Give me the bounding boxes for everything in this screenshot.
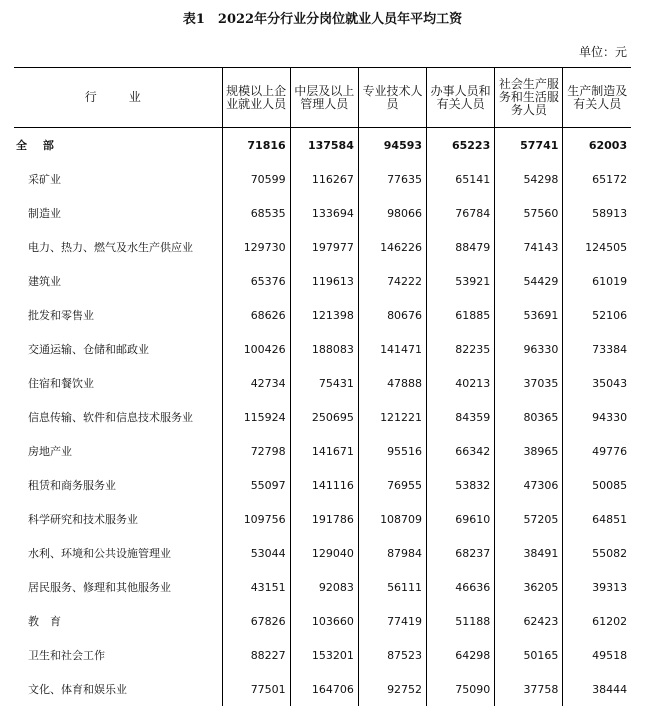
wage-value-cell: 100426 bbox=[222, 332, 290, 366]
wage-value-cell: 124505 bbox=[563, 230, 631, 264]
table-row bbox=[14, 536, 631, 570]
wage-value-cell: 43151 bbox=[222, 570, 290, 604]
industry-name-cell: 制造业 bbox=[28, 207, 61, 220]
wage-value-cell: 49518 bbox=[563, 638, 631, 672]
table-row bbox=[14, 366, 631, 400]
wage-value-cell: 68535 bbox=[222, 196, 290, 230]
industry-name-cell: 批发和零售业 bbox=[28, 309, 94, 322]
wage-value-cell: 55097 bbox=[222, 468, 290, 502]
industry-name-cell: 文化、体育和娱乐业 bbox=[28, 683, 127, 696]
wage-value-cell: 188083 bbox=[290, 332, 358, 366]
wage-value-cell: 98066 bbox=[358, 196, 426, 230]
wage-value-cell: 53921 bbox=[427, 264, 495, 298]
wage-value-cell: 75090 bbox=[427, 672, 495, 706]
wage-value-cell: 37035 bbox=[495, 366, 563, 400]
wage-value-cell: 137584 bbox=[290, 128, 358, 163]
wage-value-cell: 74143 bbox=[495, 230, 563, 264]
table-header-row bbox=[14, 68, 631, 128]
wage-value-cell: 47888 bbox=[358, 366, 426, 400]
wage-value-cell: 69610 bbox=[427, 502, 495, 536]
industry-name-cell: 水利、环境和公共设施管理业 bbox=[28, 547, 171, 560]
industry-name-cell: 住宿和餐饮业 bbox=[28, 377, 94, 390]
wage-value-cell: 65141 bbox=[427, 162, 495, 196]
table-row bbox=[14, 298, 631, 332]
wage-value-cell: 58913 bbox=[563, 196, 631, 230]
industry-name-cell: 科学研究和技术服务业 bbox=[28, 513, 138, 526]
table-row bbox=[14, 570, 631, 604]
table-row bbox=[14, 502, 631, 536]
table-row bbox=[14, 264, 631, 298]
column-header-managers: 中层及以上管理人员 bbox=[290, 68, 358, 128]
unit-label: 单位：元 bbox=[578, 45, 627, 59]
wage-value-cell: 50085 bbox=[563, 468, 631, 502]
wage-value-cell: 56111 bbox=[358, 570, 426, 604]
wage-value-cell: 74222 bbox=[358, 264, 426, 298]
wage-value-cell: 35043 bbox=[563, 366, 631, 400]
wage-value-cell: 54429 bbox=[495, 264, 563, 298]
wage-value-cell: 76784 bbox=[427, 196, 495, 230]
wage-value-cell: 115924 bbox=[222, 400, 290, 434]
industry-name-cell: 信息传输、软件和信息技术服务业 bbox=[28, 411, 193, 424]
wage-value-cell: 82235 bbox=[427, 332, 495, 366]
wage-value-cell: 57741 bbox=[495, 128, 563, 163]
industry-name-cell: 电力、热力、燃气及水生产供应业 bbox=[28, 241, 193, 254]
table-row bbox=[14, 332, 631, 366]
wage-value-cell: 191786 bbox=[290, 502, 358, 536]
wage-value-cell: 61019 bbox=[563, 264, 631, 298]
wage-value-cell: 39313 bbox=[563, 570, 631, 604]
wage-value-cell: 52106 bbox=[563, 298, 631, 332]
wage-value-cell: 94593 bbox=[358, 128, 426, 163]
wage-value-cell: 53691 bbox=[495, 298, 563, 332]
wage-value-cell: 61202 bbox=[563, 604, 631, 638]
wage-value-cell: 141471 bbox=[358, 332, 426, 366]
wage-value-cell: 87984 bbox=[358, 536, 426, 570]
wage-value-cell: 65223 bbox=[427, 128, 495, 163]
wage-value-cell: 80365 bbox=[495, 400, 563, 434]
wage-value-cell: 87523 bbox=[358, 638, 426, 672]
wage-value-cell: 250695 bbox=[290, 400, 358, 434]
industry-name-cell: 全 部 bbox=[16, 139, 60, 152]
column-header-clerks: 办事人员和有关人员 bbox=[427, 68, 495, 128]
wage-value-cell: 64298 bbox=[427, 638, 495, 672]
wage-value-cell: 57205 bbox=[495, 502, 563, 536]
table-row bbox=[14, 434, 631, 468]
table-row bbox=[14, 672, 631, 706]
column-header-industry: 行 业 bbox=[14, 68, 222, 128]
wage-value-cell: 72798 bbox=[222, 434, 290, 468]
wage-value-cell: 133694 bbox=[290, 196, 358, 230]
wage-value-cell: 129730 bbox=[222, 230, 290, 264]
wage-value-cell: 42734 bbox=[222, 366, 290, 400]
wage-value-cell: 88227 bbox=[222, 638, 290, 672]
wage-table bbox=[14, 67, 631, 706]
wage-value-cell: 65172 bbox=[563, 162, 631, 196]
table-row bbox=[14, 230, 631, 264]
wage-value-cell: 51188 bbox=[427, 604, 495, 638]
industry-name-cell: 居民服务、修理和其他服务业 bbox=[28, 581, 171, 594]
wage-value-cell: 146226 bbox=[358, 230, 426, 264]
wage-value-cell: 96330 bbox=[495, 332, 563, 366]
wage-value-cell: 61885 bbox=[427, 298, 495, 332]
wage-value-cell: 103660 bbox=[290, 604, 358, 638]
wage-value-cell: 77635 bbox=[358, 162, 426, 196]
wage-value-cell: 88479 bbox=[427, 230, 495, 264]
wage-value-cell: 38491 bbox=[495, 536, 563, 570]
wage-value-cell: 68626 bbox=[222, 298, 290, 332]
wage-value-cell: 141116 bbox=[290, 468, 358, 502]
wage-value-cell: 55082 bbox=[563, 536, 631, 570]
wage-value-cell: 197977 bbox=[290, 230, 358, 264]
wage-value-cell: 141671 bbox=[290, 434, 358, 468]
wage-value-cell: 73384 bbox=[563, 332, 631, 366]
wage-value-cell: 129040 bbox=[290, 536, 358, 570]
table-row bbox=[14, 468, 631, 502]
column-header-professionals: 专业技术人员 bbox=[358, 68, 426, 128]
column-header-all-employees: 规模以上企业就业人员 bbox=[222, 68, 290, 128]
wage-value-cell: 116267 bbox=[290, 162, 358, 196]
table-row bbox=[14, 162, 631, 196]
wage-value-cell: 70599 bbox=[222, 162, 290, 196]
wage-value-cell: 153201 bbox=[290, 638, 358, 672]
column-header-service-workers: 社会生产服务和生活服务人员 bbox=[495, 68, 563, 128]
wage-value-cell: 77501 bbox=[222, 672, 290, 706]
wage-value-cell: 64851 bbox=[563, 502, 631, 536]
wage-value-cell: 62423 bbox=[495, 604, 563, 638]
table-title: 表1 2022年分行业分岗位就业人员年平均工资 bbox=[182, 12, 463, 27]
table-row bbox=[14, 400, 631, 434]
column-header-production-workers: 生产制造及有关人员 bbox=[563, 68, 631, 128]
wage-value-cell: 53044 bbox=[222, 536, 290, 570]
industry-name-cell: 建筑业 bbox=[28, 275, 61, 288]
wage-value-cell: 80676 bbox=[358, 298, 426, 332]
wage-value-cell: 37758 bbox=[495, 672, 563, 706]
wage-value-cell: 66342 bbox=[427, 434, 495, 468]
wage-value-cell: 92752 bbox=[358, 672, 426, 706]
wage-value-cell: 67826 bbox=[222, 604, 290, 638]
table-row bbox=[14, 196, 631, 230]
wage-value-cell: 76955 bbox=[358, 468, 426, 502]
wage-value-cell: 47306 bbox=[495, 468, 563, 502]
wage-value-cell: 57560 bbox=[495, 196, 563, 230]
industry-name-cell: 租赁和商务服务业 bbox=[28, 479, 116, 492]
wage-value-cell: 119613 bbox=[290, 264, 358, 298]
industry-name-cell: 卫生和社会工作 bbox=[28, 649, 105, 662]
wage-value-cell: 54298 bbox=[495, 162, 563, 196]
table-body bbox=[14, 128, 631, 707]
industry-name-cell: 交通运输、仓储和邮政业 bbox=[28, 343, 149, 356]
industry-name-cell: 房地产业 bbox=[28, 445, 72, 458]
wage-value-cell: 164706 bbox=[290, 672, 358, 706]
table-row bbox=[14, 638, 631, 672]
wage-value-cell: 49776 bbox=[563, 434, 631, 468]
wage-value-cell: 40213 bbox=[427, 366, 495, 400]
table-row-total bbox=[14, 128, 631, 163]
wage-value-cell: 50165 bbox=[495, 638, 563, 672]
wage-value-cell: 71816 bbox=[222, 128, 290, 163]
wage-value-cell: 75431 bbox=[290, 366, 358, 400]
wage-value-cell: 94330 bbox=[563, 400, 631, 434]
wage-value-cell: 108709 bbox=[358, 502, 426, 536]
wage-value-cell: 38444 bbox=[563, 672, 631, 706]
table-row bbox=[14, 604, 631, 638]
wage-value-cell: 84359 bbox=[427, 400, 495, 434]
wage-value-cell: 121398 bbox=[290, 298, 358, 332]
wage-value-cell: 65376 bbox=[222, 264, 290, 298]
wage-value-cell: 77419 bbox=[358, 604, 426, 638]
wage-value-cell: 121221 bbox=[358, 400, 426, 434]
wage-value-cell: 68237 bbox=[427, 536, 495, 570]
wage-value-cell: 36205 bbox=[495, 570, 563, 604]
industry-name-cell: 教 育 bbox=[28, 615, 61, 628]
wage-value-cell: 62003 bbox=[563, 128, 631, 163]
industry-name-cell: 采矿业 bbox=[28, 173, 61, 186]
wage-value-cell: 53832 bbox=[427, 468, 495, 502]
wage-value-cell: 92083 bbox=[290, 570, 358, 604]
wage-value-cell: 109756 bbox=[222, 502, 290, 536]
wage-value-cell: 46636 bbox=[427, 570, 495, 604]
wage-value-cell: 95516 bbox=[358, 434, 426, 468]
wage-value-cell: 38965 bbox=[495, 434, 563, 468]
